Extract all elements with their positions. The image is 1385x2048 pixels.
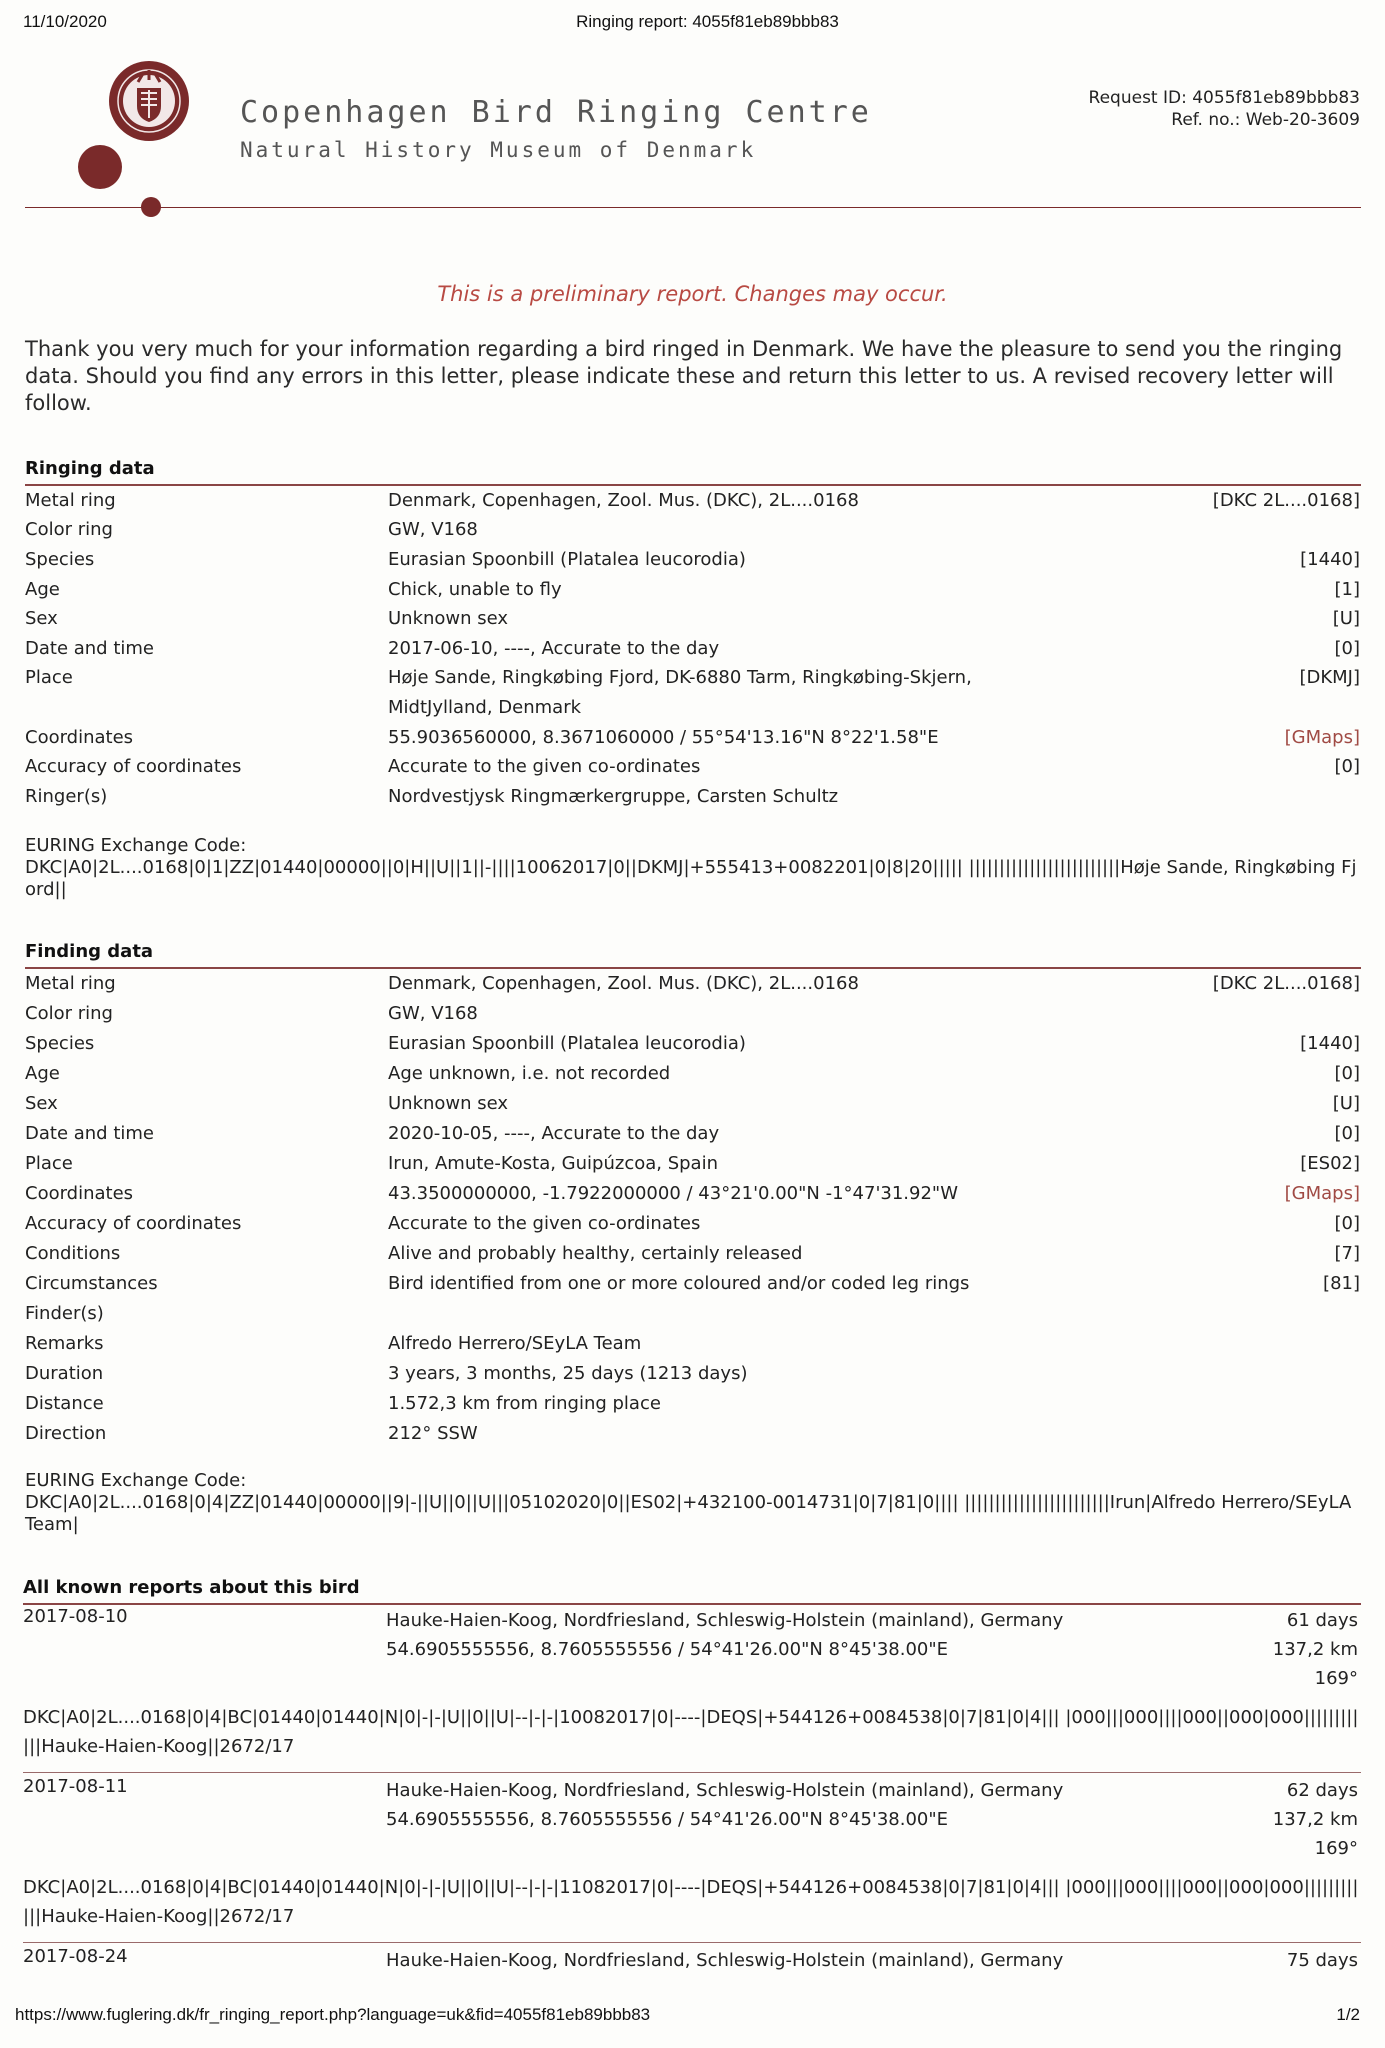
table-row: [0, 579, 1385, 609]
finding-section-title: Finding data: [25, 941, 154, 962]
table-row: [0, 697, 1385, 727]
row-value: 2017-06-10, ----, Accurate to the day: [388, 638, 720, 659]
table-row: [0, 1273, 1385, 1303]
table-row: [0, 1033, 1385, 1063]
row-value: Accurate to the given co-ordinates: [388, 1213, 701, 1234]
museum-seal-icon: [108, 60, 190, 142]
request-info: [1089, 87, 1360, 131]
table-row: [0, 638, 1385, 668]
row-code: [1440]: [1300, 549, 1360, 570]
table-row: [0, 1303, 1385, 1333]
row-label: Direction: [25, 1423, 107, 1444]
row-label: Sex: [25, 1093, 58, 1114]
row-value: 55.9036560000, 8.3671060000 / 55°54'13.16"N 8°22'1.58"E: [388, 727, 939, 748]
row-label: Color ring: [25, 1003, 113, 1024]
row-value: Accurate to the given co-ordinates: [388, 756, 701, 777]
finding-section-rule: [25, 967, 1361, 969]
row-value: 212° SSW: [388, 1423, 478, 1444]
print-title: Ringing report: 4055f81eb89bbb83: [576, 12, 839, 31]
row-value: GW, V168: [388, 1003, 478, 1024]
euring-code: DKC|A0|2L....0168|0|1|ZZ|01440|00000||0|H||U||1||-||||10062017|0||DKMJ|+555413+0082201|0|8|20||||| |||||||||||||||||||||||||Høje Sande, Ringkøbing Fjord||: [25, 857, 1357, 900]
report-divider: [23, 1942, 1361, 1943]
table-row: [0, 608, 1385, 638]
row-value: Eurasian Spoonbill (Platalea leucorodia): [388, 1033, 746, 1054]
row-label: Age: [25, 1063, 60, 1084]
report-euring-code: DKC|A0|2L....0168|0|4|BC|01440|01440|N|0|-|-|U||0||U|--|-|-|11082017|0|----|DEQS|+544126+0084538|0|7|81|0|4||| |000|||000||||000||000|000||||||||||||Hauke-Haien-Koog||2672/17: [23, 1877, 1359, 1927]
page-number: 1/2: [1336, 2005, 1360, 2024]
report-coords: 54.6905555556, 8.7605555556 / 54°41'26.00"N 8°45'38.00"E: [386, 1809, 949, 1830]
table-row: [0, 1243, 1385, 1273]
report-item: [0, 1946, 1385, 1976]
row-code: [0]: [1334, 756, 1360, 777]
brand-dot-small: [141, 197, 161, 217]
row-value: 2020-10-05, ----, Accurate to the day: [388, 1123, 720, 1144]
table-row: [0, 1333, 1385, 1363]
row-label: Coordinates: [25, 727, 134, 748]
row-value: Nordvestjysk Ringmærkergruppe, Carsten Schultz: [388, 786, 839, 807]
table-row: [0, 1423, 1385, 1453]
row-label: Distance: [25, 1393, 104, 1414]
footer-url[interactable]: https://www.fuglering.dk/fr_ringing_report.php?language=uk&fid=4055f81eb89bbb83: [15, 2005, 651, 2024]
row-code: [7]: [1334, 1243, 1360, 1264]
row-code: [0]: [1334, 1123, 1360, 1144]
row-value: 1.572,3 km from ringing place: [388, 1393, 661, 1414]
table-row: [0, 1213, 1385, 1243]
row-label: Date and time: [25, 1123, 154, 1144]
row-label: Age: [25, 579, 60, 600]
row-value: Denmark, Copenhagen, Zool. Mus. (DKC), 2L....0168: [388, 973, 859, 994]
row-label: Place: [25, 1153, 73, 1174]
row-code: [1]: [1334, 579, 1360, 600]
row-value: 43.3500000000, -1.7922000000 / 43°21'0.00"N -1°47'31.92"W: [388, 1183, 958, 1204]
report-date: 2017-08-24: [23, 1946, 128, 1967]
row-value: Bird identified from one or more coloured and/or coded leg rings: [388, 1273, 970, 1294]
row-code: [U]: [1332, 608, 1360, 629]
row-code: [0]: [1334, 1213, 1360, 1234]
row-code: [U]: [1332, 1093, 1360, 1114]
euring-code: DKC|A0|2L....0168|0|4|ZZ|01440|00000||9|-||U||0||U|||05102020|0||ES02|+432100-0014731|0|7|81|0|||| ||||||||||||||||||||||||Irun|Alfredo Herrero/SEyLA Team|: [25, 1492, 1352, 1535]
row-label: Sex: [25, 608, 58, 629]
row-value: Denmark, Copenhagen, Zool. Mus. (DKC), 2L....0168: [388, 490, 859, 511]
report-place: Hauke-Haien-Koog, Nordfriesland, Schleswig-Holstein (mainland), Germany: [386, 1610, 1064, 1631]
table-row: [0, 1003, 1385, 1033]
euring-label: EURING Exchange Code:: [25, 1470, 247, 1491]
euring-label: EURING Exchange Code:: [25, 835, 247, 856]
row-label: Color ring: [25, 519, 113, 540]
row-label: Species: [25, 549, 95, 570]
ringing-section-rule: [25, 484, 1361, 486]
row-code: [0]: [1334, 1063, 1360, 1084]
row-value: Eurasian Spoonbill (Platalea leucorodia): [388, 549, 746, 570]
ringing-euring: [25, 835, 1365, 901]
row-label: Circumstances: [25, 1273, 158, 1294]
row-value: MidtJylland, Denmark: [388, 697, 582, 718]
row-value: Alive and probably healthy, certainly released: [388, 1243, 803, 1264]
row-code: [DKC 2L....0168]: [1212, 490, 1360, 511]
ref-no: Ref. no.: Web-20-3609: [1171, 110, 1360, 130]
report-date: 2017-08-11: [23, 1776, 128, 1797]
row-label: Place: [25, 667, 73, 688]
report-days: 62 days: [1286, 1780, 1358, 1801]
row-value: GW, V168: [388, 519, 478, 540]
ringing-section-title: Ringing data: [25, 458, 155, 479]
row-label: Ringer(s): [25, 786, 108, 807]
report-distance: 137,2 km: [1272, 1809, 1358, 1830]
row-value: Irun, Amute-Kosta, Guipúzcoa, Spain: [388, 1153, 718, 1174]
table-row: [0, 973, 1385, 1003]
row-code: [1440]: [1300, 1033, 1360, 1054]
table-row: [0, 549, 1385, 579]
row-label: Metal ring: [25, 490, 116, 511]
row-label: Coordinates: [25, 1183, 134, 1204]
row-label: Date and time: [25, 638, 154, 659]
table-row: [0, 667, 1385, 697]
row-value: Alfredo Herrero/SEyLA Team: [388, 1333, 642, 1354]
row-label: Metal ring: [25, 973, 116, 994]
report-item: [0, 1776, 1385, 1944]
row-value: Unknown sex: [388, 1093, 509, 1114]
brand-dot-large: [78, 145, 122, 189]
report-days: 61 days: [1286, 1610, 1358, 1631]
report-date: 2017-08-10: [23, 1606, 128, 1627]
request-id: Request ID: 4055f81eb89bbb83: [1088, 88, 1360, 108]
row-value: Chick, unable to fly: [388, 579, 562, 600]
table-row: [0, 1393, 1385, 1423]
row-label: Accuracy of coordinates: [25, 756, 242, 777]
report-direction: 169°: [1314, 1668, 1358, 1689]
row-value: Age unknown, i.e. not recorded: [388, 1063, 671, 1084]
intro-text: Thank you very much for your information regarding a bird ringed in Denmark. We have the pleasure to send you the ringing data. Should you find any errors in this letter, please indicate these and return this letter to us. A revised recovery letter will follow.: [25, 337, 1343, 415]
table-row: [0, 1363, 1385, 1393]
row-label: Duration: [25, 1363, 104, 1384]
report-divider: [23, 1772, 1361, 1773]
row-label: Finder(s): [25, 1303, 104, 1324]
report-place: Hauke-Haien-Koog, Nordfriesland, Schleswig-Holstein (mainland), Germany: [386, 1950, 1064, 1971]
table-row: [0, 1093, 1385, 1123]
table-row: [0, 519, 1385, 549]
report-direction: 169°: [1314, 1838, 1358, 1859]
report-days: 75 days: [1286, 1950, 1358, 1971]
row-code: [ES02]: [1300, 1153, 1360, 1174]
print-date: 11/10/2020: [23, 12, 107, 31]
gmaps-link[interactable]: [GMaps]: [1284, 1183, 1360, 1204]
report-distance: 137,2 km: [1272, 1639, 1358, 1660]
row-code: [0]: [1334, 638, 1360, 659]
table-row: [0, 1063, 1385, 1093]
row-value: Høje Sande, Ringkøbing Fjord, DK-6880 Tarm, Ringkøbing-Skjern,: [388, 667, 972, 688]
row-label: Accuracy of coordinates: [25, 1213, 242, 1234]
report-stats: [1273, 1776, 1358, 1863]
report-euring-code: DKC|A0|2L....0168|0|4|BC|01440|01440|N|0|-|-|U||0||U|--|-|-|10082017|0|----|DEQS|+544126+0084538|0|7|81|0|4||| |000|||000||||000||000|000||||||||||||Hauke-Haien-Koog||2672/17: [23, 1707, 1359, 1757]
row-label: Remarks: [25, 1333, 104, 1354]
finding-euring: [25, 1470, 1365, 1536]
table-row: [0, 727, 1385, 757]
table-row: [0, 756, 1385, 786]
row-value: 3 years, 3 months, 25 days (1213 days): [388, 1363, 748, 1384]
report-coords: 54.6905555556, 8.7605555556 / 54°41'26.00"N 8°45'38.00"E: [386, 1639, 949, 1660]
row-value: Unknown sex: [388, 608, 509, 629]
letterhead-rule: [25, 207, 1361, 208]
table-row: [0, 1183, 1385, 1213]
table-row: [0, 1123, 1385, 1153]
org-subtitle: Natural History Museum of Denmark: [240, 138, 757, 162]
table-row: [0, 490, 1385, 520]
reports-section-title: All known reports about this bird: [23, 1577, 360, 1598]
row-code: [DKC 2L....0168]: [1212, 973, 1360, 994]
table-row: [0, 786, 1385, 816]
row-code: [DKMJ]: [1299, 667, 1360, 688]
report-item: [0, 1606, 1385, 1774]
reports-section-rule: [23, 1603, 1361, 1605]
report-place-block: [386, 1606, 1063, 1664]
report-place: Hauke-Haien-Koog, Nordfriesland, Schleswig-Holstein (mainland), Germany: [386, 1780, 1064, 1801]
table-row: [0, 1153, 1385, 1183]
org-name: Copenhagen Bird Ringing Centre: [240, 95, 872, 130]
gmaps-link[interactable]: [GMaps]: [1284, 727, 1360, 748]
row-label: Species: [25, 1033, 95, 1054]
preliminary-notice: This is a preliminary report. Changes may occur.: [437, 282, 948, 306]
report-place-block: [386, 1776, 1063, 1834]
report-stats: [1273, 1606, 1358, 1693]
row-code: [81]: [1323, 1273, 1360, 1294]
row-label: Conditions: [25, 1243, 121, 1264]
